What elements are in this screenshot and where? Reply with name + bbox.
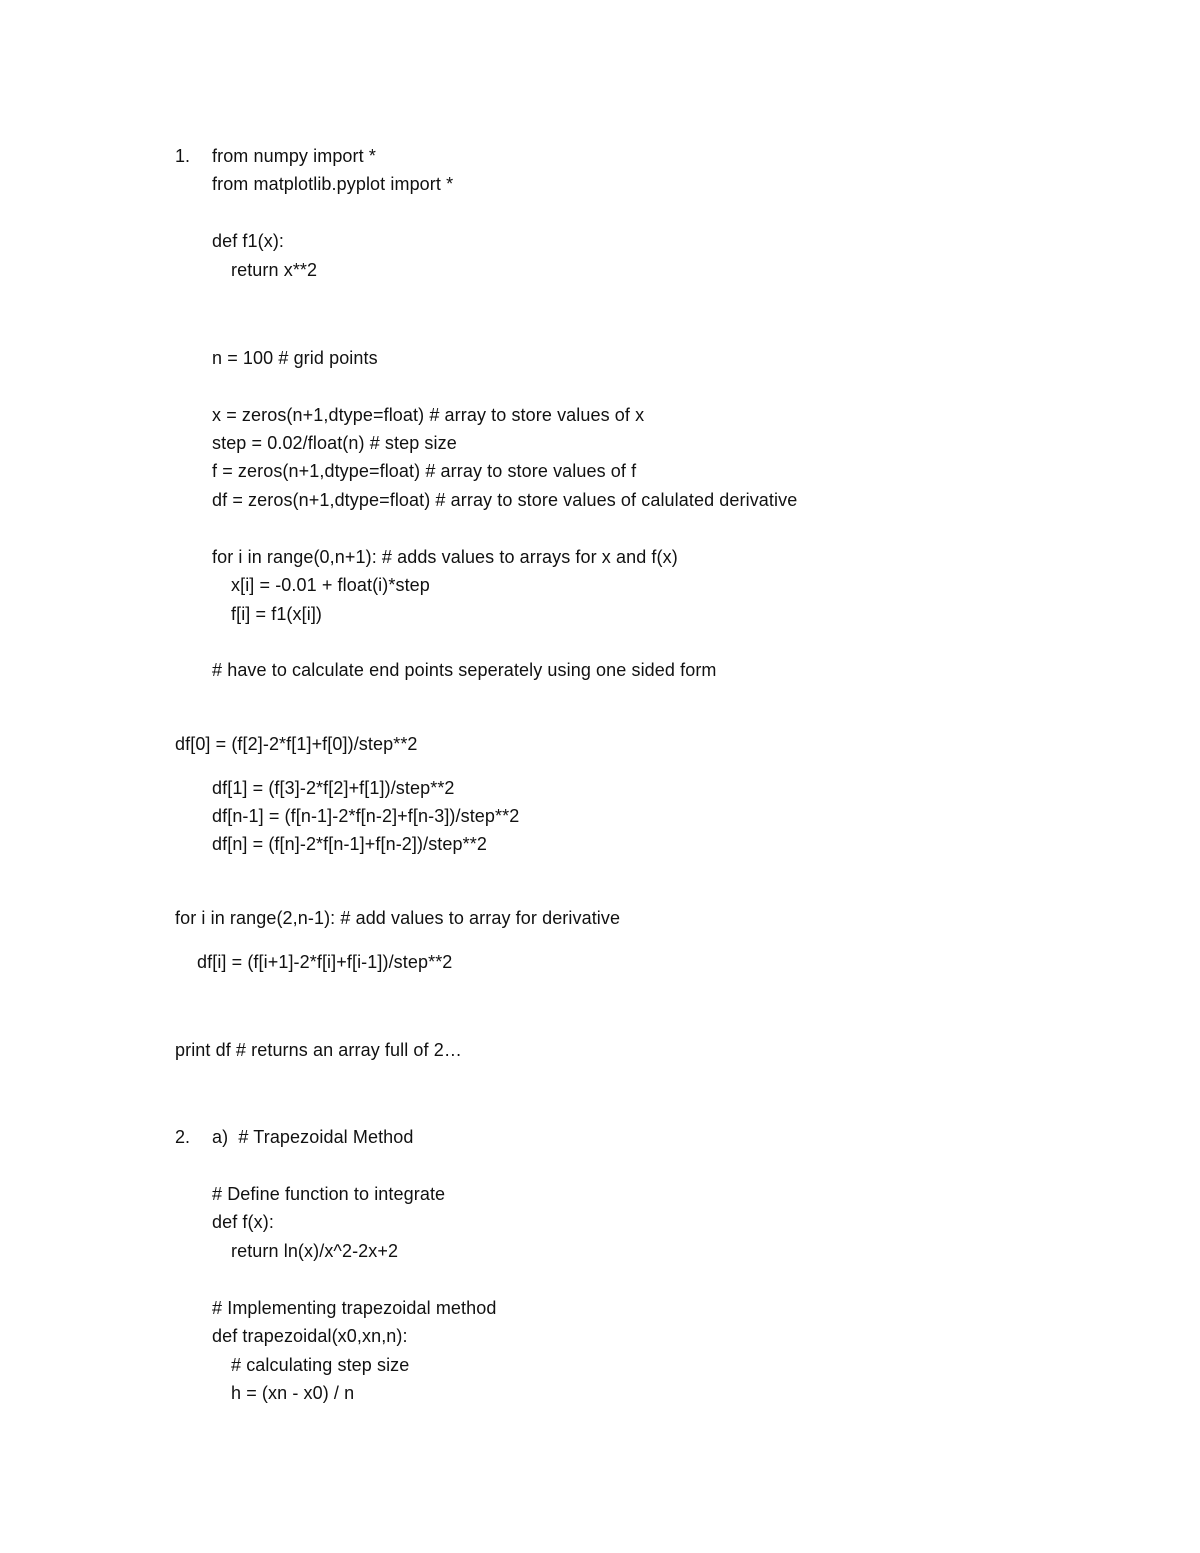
code-line: # Implementing trapezoidal method xyxy=(212,1298,497,1318)
code-line: df[1] = (f[3]-2*f[2]+f[1])/step**2 xyxy=(212,778,455,798)
code-line: # have to calculate end points seperately using one sided form xyxy=(212,660,717,680)
code-line: return x**2 xyxy=(231,260,318,280)
code-line: def f1(x): xyxy=(212,231,285,251)
code-line: # calculating step size xyxy=(231,1355,410,1375)
code-line: for i in range(0,n+1): # adds values to arrays for x and f(x) xyxy=(212,547,678,567)
code-line: df = zeros(n+1,dtype=float) # array to store values of calulated derivative xyxy=(212,490,798,510)
code-line: n = 100 # grid points xyxy=(212,348,378,368)
code-line: df[n] = (f[n]-2*f[n-1]+f[n-2])/step**2 xyxy=(212,834,487,854)
code-line: from numpy import * xyxy=(212,146,376,166)
code-line: return ln(x)/x^2-2x+2 xyxy=(231,1241,399,1261)
code-line: df[i] = (f[i+1]-2*f[i]+f[i-1])/step**2 xyxy=(197,952,453,972)
code-line: def f(x): xyxy=(212,1212,274,1232)
code-line: def trapezoidal(x0,xn,n): xyxy=(212,1326,408,1346)
section-number: 1. xyxy=(175,146,191,166)
code-line: for i in range(2,n-1): # add values to array for derivative xyxy=(175,908,621,928)
code-line: # Define function to integrate xyxy=(212,1184,446,1204)
code-line: x = zeros(n+1,dtype=float) # array to store values of x xyxy=(212,405,645,425)
code-line: f = zeros(n+1,dtype=float) # array to store values of f xyxy=(212,461,637,481)
code-line: f[i] = f1(x[i]) xyxy=(231,604,323,624)
code-line: from matplotlib.pyplot import * xyxy=(212,174,454,194)
section-number: 2. xyxy=(175,1127,191,1147)
code-line: print df # returns an array full of 2… xyxy=(175,1040,462,1060)
code-line: df[0] = (f[2]-2*f[1]+f[0])/step**2 xyxy=(175,734,418,754)
code-line: a) # Trapezoidal Method xyxy=(212,1127,414,1147)
code-line: df[n-1] = (f[n-1]-2*f[n-2]+f[n-3])/step**2 xyxy=(212,806,520,826)
code-line: step = 0.02/float(n) # step size xyxy=(212,433,457,453)
code-line: h = (xn - x0) / n xyxy=(231,1383,355,1403)
code-line: x[i] = -0.01 + float(i)*step xyxy=(231,575,430,595)
